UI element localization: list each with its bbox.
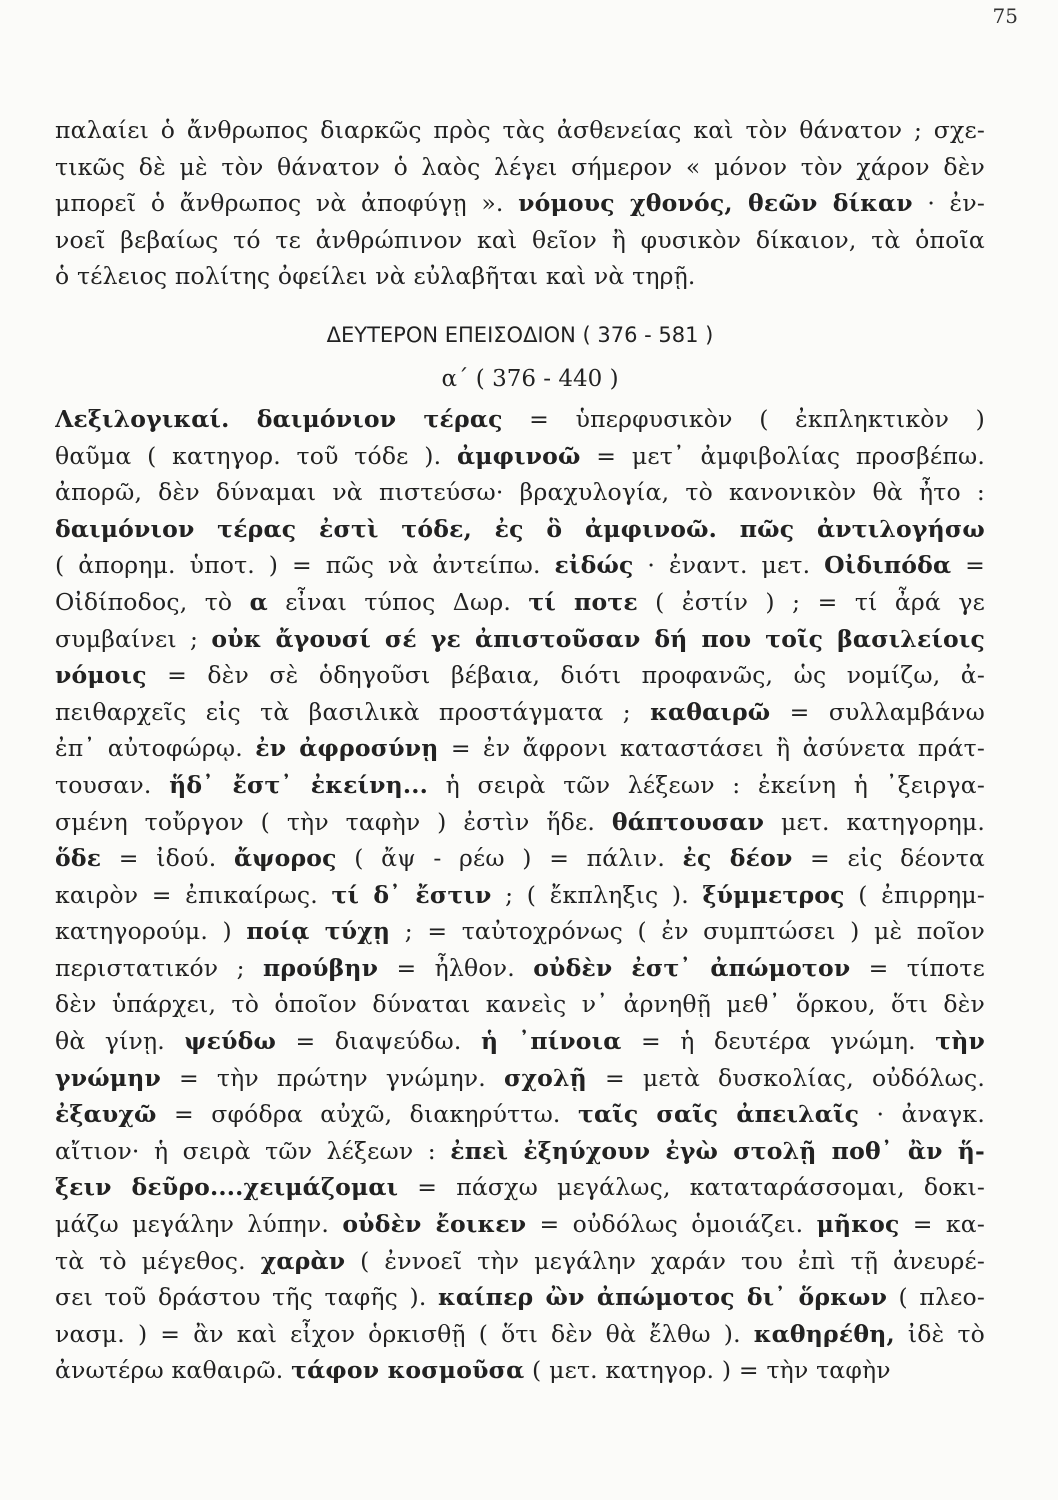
glossary-line: [55, 877, 985, 914]
glossary-line: [55, 804, 985, 841]
text-run: ( ἄψ - ρέω ) = πάλιν.: [336, 844, 683, 873]
text-run: = δὲν σὲ ὁδηγοῦσι βέβαια, διότι προφανῶς, ὡς νομίζω, ἀ-: [146, 661, 985, 690]
text-run: μάζω μεγάλην λύπην.: [55, 1210, 343, 1239]
text-run: ἰδὲ τὸ: [894, 1319, 985, 1348]
text-run: εἶναι τύπος Δωρ.: [267, 587, 529, 616]
bold-lemma: Λεξιλογικαί.: [55, 404, 257, 433]
text-run: ; ( ἔκπληξις ).: [491, 880, 703, 909]
text-run: ἡ σειρὰ τῶν λέξεων : ἐκείνη ἡ ᾽ξειργα-: [428, 770, 985, 799]
glossary-line: [55, 547, 985, 584]
text-run: τὰ τὸ μέγεθος.: [55, 1246, 261, 1275]
glossary-line: [55, 1243, 985, 1280]
subsection-heading: α΄ ( 376 - 440 ): [441, 365, 619, 392]
bold-lemma: καίπερ ὢν ἀπώμοτος δι᾽ ὅρκων: [438, 1283, 888, 1312]
bold-lemma: ἥδ᾽ ἔστ᾽ ἐκείνη...: [169, 770, 429, 799]
glossary-line: [55, 1206, 985, 1243]
glossary-line: [55, 986, 985, 1023]
glossary-line: [55, 1133, 985, 1170]
bold-lemma: οὐδὲν ἔοικεν: [342, 1210, 527, 1239]
text-run: τουσαν.: [55, 770, 170, 799]
text-run: = οὐδόλως ὁμοιάζει.: [526, 1210, 817, 1239]
text-run: · ἐν-: [912, 189, 985, 218]
text-run: = τὴν πρώτην γνώμην.: [161, 1063, 504, 1092]
text-run: ἀπορῶ, δὲν δύναμαι νὰ πιστεύσω· βραχυλογία, τὸ κανονικὸν θὰ ἦτο :: [55, 478, 985, 507]
text-run: · ἐναντ. μετ.: [633, 551, 825, 580]
glossary-line: [55, 621, 985, 658]
bold-lemma: ἀμφινοῶ: [456, 441, 581, 470]
text-run: =: [951, 551, 985, 580]
bold-lemma: Οἰδιπόδα: [824, 551, 952, 580]
text-run: = ἡ δευτέρα γνώμη.: [621, 1027, 936, 1056]
text-run: = κα-: [899, 1210, 985, 1239]
text-run: παλαίει ὁ ἄνθρωπος διαρκῶς πρὸς τὰς ἀσθενείας καὶ τὸν θάνατον ; σχε-: [55, 116, 985, 144]
bold-lemma: σχολῇ: [503, 1063, 587, 1092]
glossary-line: [55, 1279, 985, 1316]
text-run: = ἰδού.: [101, 844, 234, 873]
glossary-line: [55, 474, 985, 511]
bold-lemma: ταῖς σαῖς ἀπειλαῖς: [577, 1100, 860, 1129]
glossary-line: [55, 1316, 985, 1353]
glossary-line: [55, 1060, 985, 1097]
glossary-line: [55, 511, 985, 548]
bold-lemma: δαιμόνιον τέρας: [256, 404, 503, 433]
text-run: = μετ᾽ ἀμφιβολίας προσβέπω.: [580, 441, 985, 470]
bold-lemma: ἄψορος: [234, 844, 337, 873]
glossary-line: [55, 1169, 985, 1206]
bold-lemma: οὐκ ἄγουσί σέ γε ἀπιστοῦσαν δή που τοῖς βασιλείοις: [211, 624, 985, 653]
text-run: καιρὸν = ἐπικαίρως.: [55, 880, 332, 909]
bold-lemma: ὅδε: [55, 844, 102, 873]
text-run: συμβαίνει ;: [55, 624, 212, 653]
bold-lemma: τάφον κοσμοῦσα: [291, 1356, 525, 1385]
bold-lemma: ἐν ἀφροσύνῃ: [255, 734, 439, 763]
bold-lemma: δαιμόνιον τέρας ἐστὶ τόδε, ἐς ὃ ἀμφινοῶ. πῶς ἀντιλογήσω: [55, 514, 985, 543]
glossary-line: [55, 767, 985, 804]
text-run: ( μετ. κατηγορ. ) = τὴν ταφὴν: [524, 1356, 891, 1385]
bold-lemma: εἰδώς: [554, 551, 634, 580]
glossary-line: [55, 840, 985, 877]
text-run: ( ἐστίν ) ; = τί ἆρά γε: [637, 587, 985, 616]
bold-lemma: ψεύδω: [184, 1027, 277, 1056]
bold-lemma: ἐς δέον: [682, 844, 793, 873]
glossary-line: [55, 1352, 985, 1389]
bold-lemma: νόμοις: [55, 661, 147, 690]
vocabulary-glossary: [55, 401, 985, 1389]
bold-lemma: προύβην: [262, 953, 379, 982]
text-run: = σφόδρα αὐχῶ, διακηρύττω.: [156, 1100, 578, 1129]
bold-lemma: τί δ᾽ ἔστιν: [331, 880, 492, 909]
bold-lemma: γνώμην: [55, 1063, 161, 1092]
bold-lemma: τί ποτε: [528, 587, 638, 616]
text-line: [55, 112, 985, 149]
text-run: νασμ. ) = ἂν καὶ εἶχον ὁρκισθῇ ( ὅτι δὲν θὰ ἔλθω ).: [55, 1319, 754, 1348]
glossary-line: [55, 950, 985, 987]
text-run: μπορεῖ ὁ ἄνθρωπος νὰ ἀποφύγῃ ».: [55, 189, 519, 218]
text-line: [55, 149, 985, 186]
glossary-line: [55, 694, 985, 731]
text-run: νοεῖ βεβαίως τό τε ἀνθρώπινον καὶ θεῖον ἢ φυσικὸν δίκαιον, τὰ ὁποῖα: [55, 225, 985, 254]
text-run: ( ἐννοεῖ τὴν μεγάλην χαράν του ἐπὶ τῇ ἀνευρέ-: [345, 1246, 985, 1275]
text-run: θὰ γίνῃ.: [55, 1027, 185, 1056]
bold-lemma: χαρὰν: [260, 1246, 346, 1275]
text-run: ἐπ᾽ αὐτοφώρῳ.: [55, 734, 256, 763]
bold-lemma: ξύμμετρος: [702, 880, 845, 909]
text-run: μετ. κατηγορημ.: [764, 807, 985, 836]
text-line: [55, 185, 985, 222]
glossary-line: [55, 401, 985, 438]
text-run: = μετὰ δυσκολίας, οὐδόλως.: [586, 1063, 985, 1092]
text-run: Οἰδίποδος, τὸ: [55, 587, 250, 616]
text-run: δὲν ὑπάρχει, τὸ ὁποῖον δύναται κανεὶς ν᾽ ἀρνηθῇ μεθ᾽ ὅρκου, ὅτι δὲν: [55, 990, 985, 1019]
text-run: · ἀναγκ.: [859, 1100, 985, 1129]
bold-lemma: οὐδὲν ἐστ᾽ ἀπώμοτον: [533, 953, 851, 982]
glossary-line: [55, 730, 985, 767]
text-run: ( ἀπορημ. ὑποτ. ) = πῶς νὰ ἀντείπω.: [55, 551, 555, 580]
text-run: τικῶς δὲ μὲ τὸν θάνατον ὁ λαὸς λέγει σήμερον « μόνον τὸν χάρον δὲν: [55, 152, 985, 181]
page-text: [55, 112, 985, 1389]
text-run: αἴτιον· ἡ σειρὰ τῶν λέξεων :: [55, 1136, 451, 1165]
bold-lemma: νόμους χθονός, θεῶν δίκαν: [518, 189, 913, 218]
text-run: περιστατικόν ;: [55, 953, 263, 982]
bold-lemma: ποίᾳ τύχῃ: [246, 917, 391, 946]
bold-lemma: θάπτουσαν: [611, 807, 765, 836]
text-run: = πάσχω μεγάλως, καταταράσσομαι, δοκι-: [398, 1173, 985, 1202]
bold-lemma: ἐπεὶ ἐξηύχουν ἐγὼ στολῇ ποθ᾽ ἂν ἥ-: [450, 1136, 985, 1165]
bold-lemma: ἐξαυχῶ: [55, 1100, 157, 1129]
bold-lemma: τὴν: [935, 1027, 985, 1056]
intro-paragraph: [55, 112, 985, 295]
glossary-line: [55, 657, 985, 694]
glossary-line: [55, 1096, 985, 1133]
glossary-line: [55, 1023, 985, 1060]
bold-lemma: καθαιρῶ: [650, 697, 771, 726]
text-run: = εἰς δέοντα: [792, 844, 985, 873]
text-line: [55, 258, 985, 295]
text-run: = ἐν ἄφρονι καταστάσει ἢ ἀσύνετα πράτ-: [438, 734, 985, 763]
text-run: = διαψεύδω.: [276, 1027, 481, 1056]
text-line: [55, 222, 985, 259]
text-run: ( πλεο-: [887, 1283, 985, 1312]
text-run: = ὑπερφυσικὸν ( ἐκπληκτικὸν ): [502, 404, 985, 433]
text-run: ( ἐπιρρημ-: [844, 880, 985, 909]
bold-lemma: μῆκος: [816, 1210, 900, 1239]
text-run: = συλλαμβάνω: [770, 697, 985, 726]
text-run: = τίποτε: [850, 953, 985, 982]
text-run: σμένη τοὔργον ( τὴν ταφὴν ) ἐστὶν ἥδε.: [55, 807, 612, 836]
bold-lemma: ἡ ᾽πίνοια: [480, 1027, 622, 1056]
glossary-line: [55, 438, 985, 475]
bold-lemma: καθηρέθη,: [753, 1319, 895, 1348]
text-run: θαῦμα ( κατηγορ. τοῦ τόδε ).: [55, 441, 457, 470]
section-heading: ΔΕΥΤΕΡΟΝ ΕΠΕΙΣΟΔΙΟΝ ( 376 - 581 ): [326, 322, 714, 347]
text-run: κατηγορούμ. ): [55, 917, 247, 946]
text-run: ὁ τέλειος πολίτης ὀφείλει νὰ εὐλαβῆται καὶ νὰ τηρῇ.: [55, 262, 696, 291]
text-run: = ἦλθον.: [378, 953, 534, 982]
text-run: ; = ταὐτοχρόνως ( ἐν συμπτώσει ) μὲ ποῖον: [390, 917, 985, 946]
bold-lemma: ξειν δεῦρο....χειμάζομαι: [55, 1173, 399, 1202]
glossary-line: [55, 584, 985, 621]
page-number: 75: [992, 4, 1018, 28]
text-run: σει τοῦ δράστου τῆς ταφῆς ).: [55, 1283, 438, 1312]
glossary-line: [55, 913, 985, 950]
text-run: ἀνωτέρω καθαιρῶ.: [55, 1356, 292, 1385]
bold-lemma: α: [249, 587, 268, 616]
text-run: πειθαρχεῖς εἰς τὰ βασιλικὰ προστάγματα ;: [55, 697, 651, 726]
